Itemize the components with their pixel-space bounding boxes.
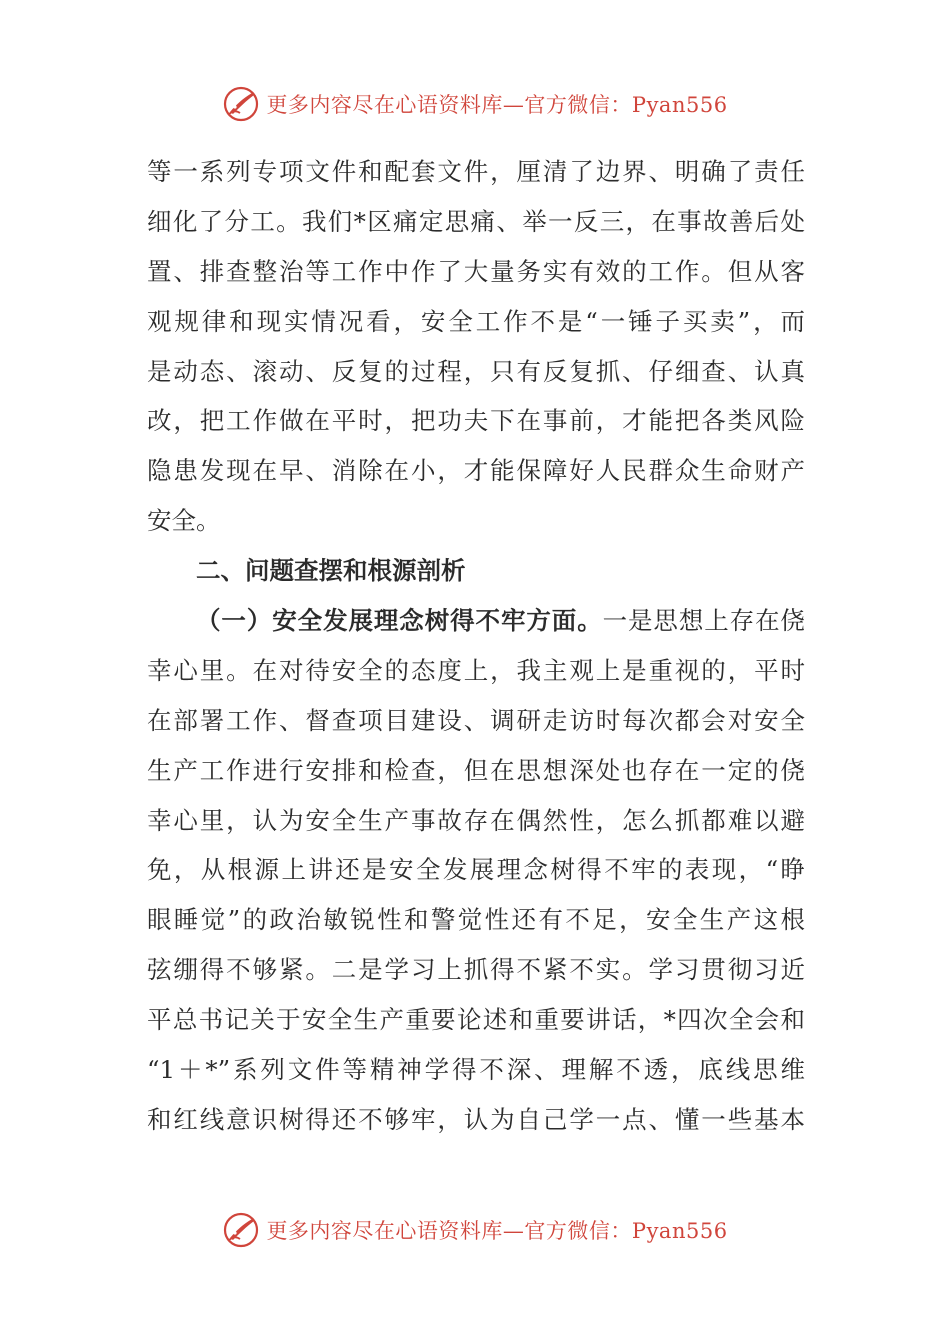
- document-body: [147, 147, 805, 1145]
- paragraph-line: 和红线意识树得还不够牢，认为自己学一点、懂一些基本: [147, 1104, 805, 1134]
- watermark-text: 更多内容尽在心语资料库—官方微信：Pyan556: [266, 1219, 728, 1243]
- pen-logo-icon: [222, 1211, 260, 1249]
- paragraph-line: 改，把工作做在平时，把功夫下在事前，才能把各类风险: [147, 406, 805, 436]
- section-heading: 二、问题查摆和根源剖析: [196, 556, 466, 586]
- paragraph-line: 置、排查整治等工作中作了大量务实有效的工作。但从客: [147, 256, 805, 286]
- paragraph-line: 幸心里。在对待安全的态度上，我主观上是重视的，平时: [147, 655, 805, 685]
- paragraph-line: 免，从根源上讲还是安全发展理念树得不牢的表现，“睁: [147, 855, 805, 885]
- paragraph-line: “1＋*”系列文件等精神学得不深、理解不透，底线思维: [147, 1055, 805, 1085]
- paragraph-line: 安全。: [147, 506, 221, 536]
- watermark-footer: [0, 1208, 950, 1252]
- watermark-text: 更多内容尽在心语资料库—官方微信：Pyan556: [266, 93, 728, 117]
- paragraph-line: 细化了分工。我们*区痛定思痛、举一反三，在事故善后处: [147, 206, 805, 236]
- subsection-first-rest: 一是思想上存在侥: [602, 606, 805, 636]
- paragraph-line: 等一系列专项文件和配套文件，厘清了边界、明确了责任: [147, 157, 805, 186]
- subsection-first-line: [147, 596, 805, 646]
- paragraph-line: 是动态、滚动、反复的过程，只有反复抓、仔细查、认真: [147, 356, 805, 386]
- paragraph-line: 弦绷得不够紧。二是学习上抓得不紧不实。学习贯彻习近: [147, 955, 805, 985]
- paragraph-line: 观规律和现实情况看，安全工作不是“一锤子买卖”，而: [147, 306, 805, 336]
- paragraph-line: 眼睡觉”的政治敏锐性和警觉性还有不足，安全生产这根: [147, 905, 805, 935]
- paragraph-line: 在部署工作、督查项目建设、调研走访时每次都会对安全: [147, 705, 805, 735]
- subsection-lead: （一）安全发展理念树得不牢方面。: [196, 606, 603, 636]
- pen-logo-icon: [222, 85, 260, 123]
- paragraph-line: 生产工作进行安排和检查，但在思想深处也存在一定的侥: [147, 755, 805, 785]
- paragraph-line: 隐患发现在早、消除在小，才能保障好人民群众生命财产: [147, 456, 805, 486]
- paragraph-line: 幸心里，认为安全生产事故存在偶然性，怎么抓都难以避: [147, 805, 805, 835]
- watermark-header: [0, 82, 950, 126]
- paragraph-line: 平总书记关于安全生产重要论述和重要讲话，*四次全会和: [147, 1005, 805, 1035]
